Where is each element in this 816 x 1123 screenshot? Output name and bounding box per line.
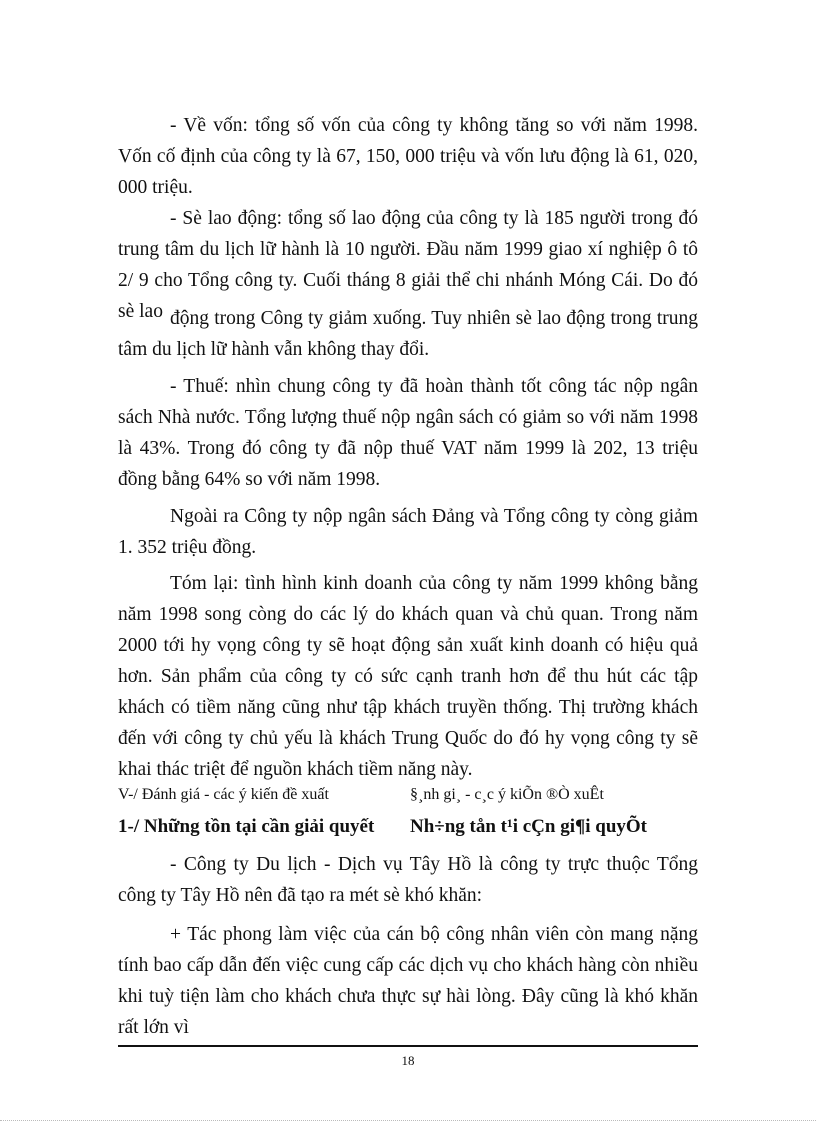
section-1-heading: 1-/ Những tồn tại cần giải quyết	[118, 816, 375, 837]
paragraph-summary: Tóm lại: tình hình kinh doanh của công ty năm 1999 không bằng năm 1998 song còng do các lý do khách quan và chủ quan. Trong năm 2000 tới hy vọng công ty sẽ hoạt động sản xuất kinh doanh có hiệu quả hơn. Sản phẩm của công ty có sức cạnh tranh hơn để thu hút các tập khách có tiềm năng cũng như tập khách truyền thống. Thị trường khách đến với công ty chủ yếu là khách Trung Quốc do đó hy vọng công ty sẽ khai thác triệt để nguồn khách tiềm năng này.	[118, 573, 698, 780]
section-1-heading-row	[118, 816, 648, 838]
paragraph-work-style: + Tác phong làm việc của cán bộ công nhân viên còn mang nặng tính bao cấp dẫn đến việc cung cấp các dịch vụ cho khách hàng còn nhiều khi tuỳ tiện làm cho khách chưa thực sự hài lòng. Đây cũng là khó khăn rất lớn vì	[118, 924, 698, 1038]
page-number: 18	[401, 1053, 415, 1068]
paragraph-other-budget: Ngoài ra Công ty nộp ngân sách Đảng và Tổng công ty còng giảm 1. 352 triệu đồng.	[118, 506, 698, 558]
paragraph-capital: - Về vốn: tổng số vốn của công ty không tăng so với năm 1998. Vốn cố định của công ty là 67, 150, 000 triệu và vốn lưu động là 61, 020, 000 triệu.	[118, 115, 698, 198]
paragraph-labor: - Sè lao động: tổng số lao động của công ty là 185 người trong đó trung tâm du lịch lữ hành là 10 người. Đầu năm 1999 giao xí nghiệp ô tô 2/ 9 cho Tổng công ty. Cuối tháng 8 giải thể chi nhánh Móng Cái. Do đó sè lao	[118, 208, 698, 322]
section-1-heading-garbled: Nh÷ng tån t¹i cÇn gi¶i quyÕt	[410, 816, 648, 837]
paragraph-labor-continued: động trong Công ty giảm xuống. Tuy nhiên sè lao động trong trung tâm du lịch lữ hành vẫn không thay đổi.	[118, 308, 698, 360]
page-bottom-border	[0, 1120, 816, 1121]
paragraph-tax: - Thuế: nhìn chung công ty đã hoàn thành tốt công tác nộp ngân sách Nhà nước. Tổng lượng thuế nộp ngân sách có giảm so với năm 1998 là 43%. Trong đó công ty đã nộp thuế VAT năm 1999 là 202, 13 triệu đồng bằng 64% so với năm 1998.	[118, 376, 698, 490]
paragraph-company: - Công ty Du lịch - Dịch vụ Tây Hồ là công ty trực thuộc Tổng công ty Tây Hồ nên đã tạo ra mét sè khó khăn:	[118, 854, 698, 906]
section-v-heading-row	[118, 786, 604, 804]
section-v-heading: V-/ Đánh giá - các ý kiến đề xuất	[118, 786, 329, 803]
section-v-heading-garbled: §¸nh gi¸ - c¸c ý kiÕn ®Ò xuÊt	[410, 786, 604, 803]
footer-rule	[118, 1045, 698, 1047]
